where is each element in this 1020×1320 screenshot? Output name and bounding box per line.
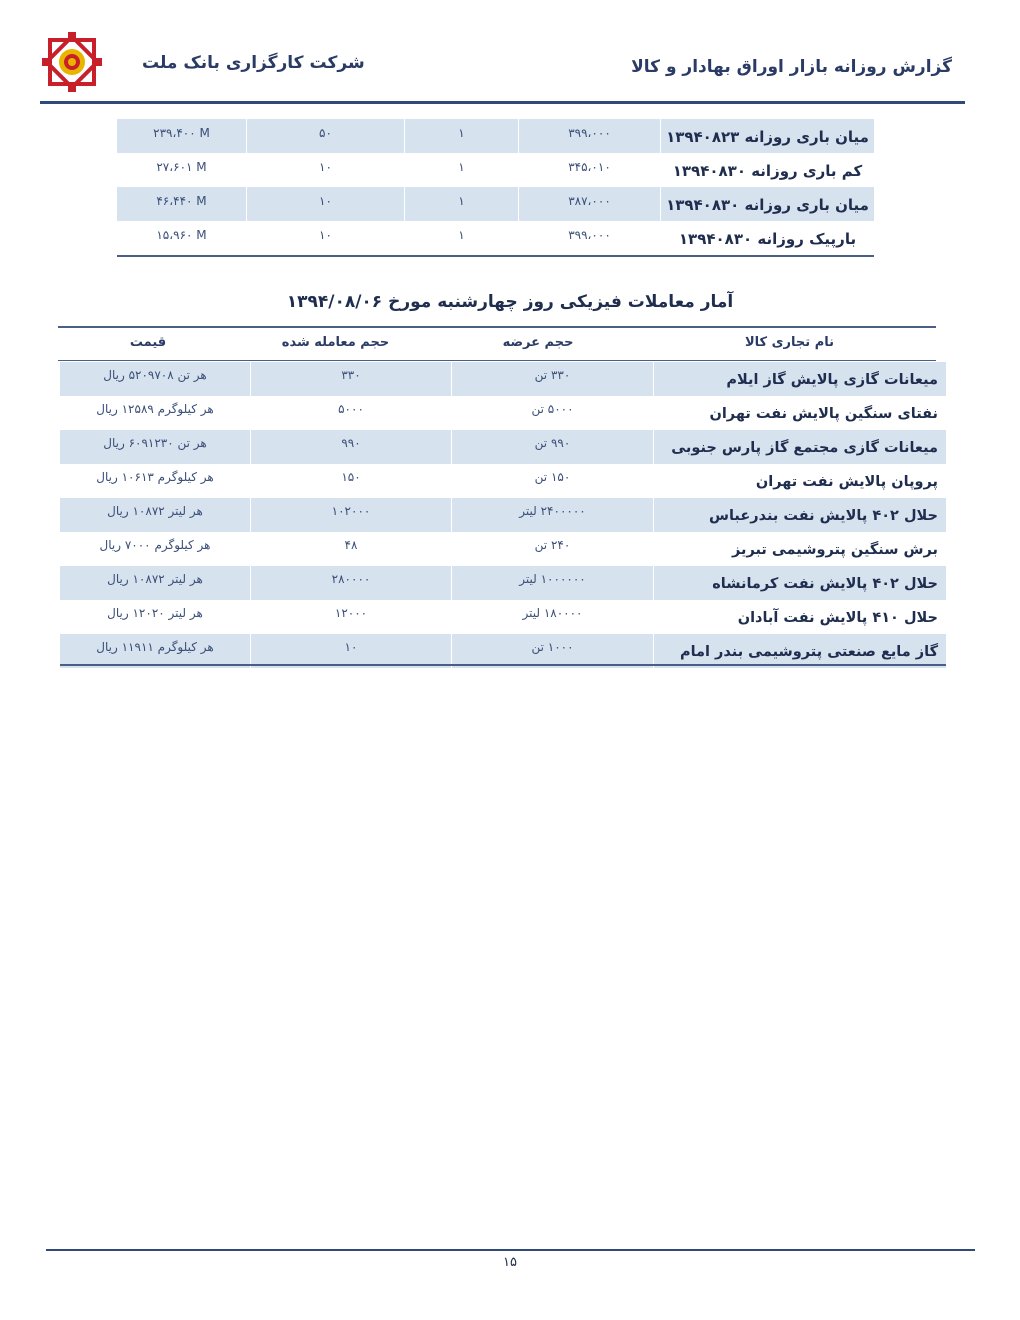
- contract-name: بارپیک روزانه ۱۳۹۴۰۸۳۰: [660, 221, 874, 255]
- table-row: [60, 396, 946, 430]
- table-bottom-rule: [117, 255, 874, 257]
- commodity-name: نفتای سنگین پالایش نفت تهران: [653, 396, 946, 430]
- commodity-name: حلال ۴۱۰ پالایش نفت آبادان: [653, 600, 946, 634]
- traded-volume: ۵۰۰۰: [250, 396, 451, 430]
- traded-volume: ۴۸: [250, 532, 451, 566]
- report-title: گزارش روزانه بازار اوراق بهادار و کالا: [631, 57, 952, 77]
- offer-volume: ۱۰۰۰۰۰۰ لیتر: [451, 566, 653, 600]
- offer-volume: ۲۴۰ تن: [451, 532, 653, 566]
- traded-volume: ۲۸۰۰۰۰: [250, 566, 451, 600]
- commodity-name: میعانات گازی مجتمع گاز پارس جنوبی: [653, 430, 946, 464]
- table-row: [60, 430, 946, 464]
- offer-volume: ۱۰۰۰ تن: [451, 634, 653, 668]
- contract-col4: ۵۰: [246, 119, 404, 153]
- traded-volume: ۱۰: [250, 634, 451, 668]
- contract-col3: ۱: [404, 119, 518, 153]
- table-row: [117, 221, 874, 255]
- traded-volume: ۳۳۰: [250, 362, 451, 396]
- table-row: [117, 119, 874, 153]
- offer-volume: ۲۴۰۰۰۰۰ لیتر: [451, 498, 653, 532]
- offer-volume: ۹۹۰ تن: [451, 430, 653, 464]
- bank-mellat-logo: [40, 30, 104, 94]
- offer-volume: ۱۵۰ تن: [451, 464, 653, 498]
- header-offer: حجم عرضه: [502, 335, 574, 350]
- price: هر لیتر ۱۰۸۷۲ ریال: [107, 504, 203, 518]
- contract-value: ۱۵،۹۶۰ M: [156, 228, 207, 242]
- offer-volume: ۱۸۰۰۰۰ لیتر: [451, 600, 653, 634]
- contract-name: کم باری روزانه ۱۳۹۴۰۸۳۰: [660, 153, 874, 187]
- contract-price: ۳۹۹،۰۰۰: [518, 119, 660, 153]
- price: هر لیتر ۱۲۰۲۰ ریال: [107, 606, 203, 620]
- footer-divider: [46, 1249, 975, 1251]
- trades-table: [117, 119, 874, 255]
- table-row: [117, 153, 874, 187]
- commodity-name: پروپان پالایش نفت تهران: [653, 464, 946, 498]
- contract-name: میان باری روزانه ۱۳۹۴۰۸۳۰: [660, 187, 874, 221]
- table-row: [60, 566, 946, 600]
- header-divider: [40, 101, 965, 104]
- price: هر کیلوگرم ۷۰۰۰ ریال: [99, 538, 211, 552]
- commodity-name: حلال ۴۰۲ پالایش نفت بندرعباس: [653, 498, 946, 532]
- physical-table-header: [58, 330, 936, 361]
- price: هر کیلوگرم ۱۱۹۱۱ ریال: [96, 640, 214, 654]
- contract-price: ۳۸۷،۰۰۰: [518, 187, 660, 221]
- contract-col3: ۱: [404, 221, 518, 255]
- price: هر لیتر ۱۰۸۷۲ ریال: [107, 572, 203, 586]
- contract-value: ۲۳۹،۴۰۰ M: [153, 126, 210, 140]
- table-row: [60, 498, 946, 532]
- contract-col4: ۱۰: [246, 221, 404, 255]
- contract-value: ۲۷،۶۰۱ M: [156, 160, 207, 174]
- traded-volume: ۹۹۰: [250, 430, 451, 464]
- commodity-name: برش سنگین پتروشیمی تبریز: [653, 532, 946, 566]
- table-top-rule: [58, 326, 936, 328]
- table-row: [60, 464, 946, 498]
- contract-col3: ۱: [404, 187, 518, 221]
- commodity-name: گاز مایع صنعتی پتروشیمی بندر امام: [653, 634, 946, 668]
- price: هر کیلوگرم ۱۰۶۱۳ ریال: [96, 470, 214, 484]
- price: هر تن ۵۲۰۹۷۰۸ ریال: [103, 368, 207, 382]
- contract-price: ۳۴۵،۰۱۰: [518, 153, 660, 187]
- contract-value: ۴۶،۴۴۰ M: [156, 194, 207, 208]
- contract-col3: ۱: [404, 153, 518, 187]
- table-row: [60, 532, 946, 566]
- company-name: شرکت کارگزاری بانک ملت: [142, 53, 365, 73]
- contract-col4: ۱۰: [246, 153, 404, 187]
- page-header: [0, 0, 1020, 110]
- price: هر کیلوگرم ۱۲۵۸۹ ریال: [96, 402, 214, 416]
- commodity-name: میعانات گازی پالایش گاز ایلام: [653, 362, 946, 396]
- header-traded: حجم معامله شده: [281, 335, 390, 350]
- contract-price: ۳۹۹،۰۰۰: [518, 221, 660, 255]
- table-row: [60, 600, 946, 634]
- table-row: [117, 187, 874, 221]
- traded-volume: ۱۰۲۰۰۰: [250, 498, 451, 532]
- contract-name: میان باری روزانه ۱۳۹۴۰۸۲۳: [660, 119, 874, 153]
- physical-trades-table: [60, 362, 946, 668]
- commodity-name: حلال ۴۰۲ پالایش نفت کرمانشاه: [653, 566, 946, 600]
- header-price: قیمت: [129, 335, 167, 350]
- contract-col4: ۱۰: [246, 187, 404, 221]
- header-name: نام تجاری کالا: [745, 335, 834, 350]
- traded-volume: ۱۲۰۰۰: [250, 600, 451, 634]
- offer-volume: ۵۰۰۰ تن: [451, 396, 653, 430]
- page-number: ۱۵: [503, 1255, 517, 1270]
- offer-volume: ۳۳۰ تن: [451, 362, 653, 396]
- table-row: [60, 634, 946, 668]
- table-bottom-rule: [60, 664, 946, 666]
- table-row: [60, 362, 946, 396]
- physical-trades-title: آمار معاملات فیزیکی روز چهارشنبه مورخ ۱۳۹۴/۰۸/۰۶: [286, 292, 734, 312]
- traded-volume: ۱۵۰: [250, 464, 451, 498]
- price: هر تن ۶۰۹۱۲۳۰ ریال: [103, 436, 207, 450]
